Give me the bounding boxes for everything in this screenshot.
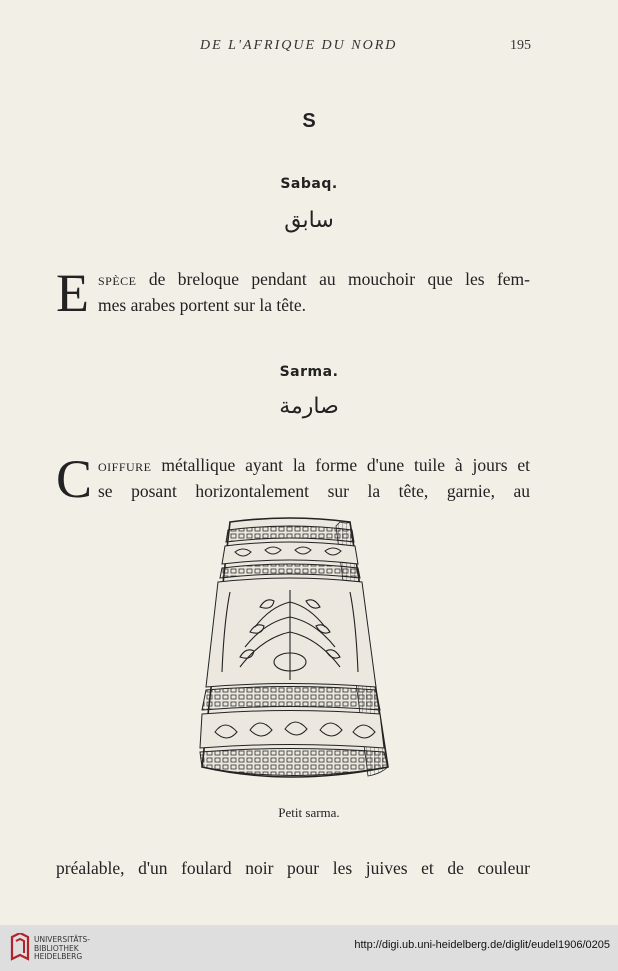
text-run: métallique ayant la forme d'une tuile à jours et <box>151 455 530 475</box>
small-caps-word: spèce <box>98 269 137 289</box>
permalink-url[interactable]: http://digi.ub.uni-heidelberg.de/diglit/eudel1906/0205 <box>354 939 610 951</box>
viewer-footer <box>0 925 618 971</box>
text-line: mes arabes portent sur la tête. <box>98 295 306 315</box>
arabic-term-sarma: صارمة <box>279 394 339 419</box>
small-caps-word: oiffure <box>98 455 152 475</box>
drop-cap: C <box>56 449 93 509</box>
library-logo-icon[interactable] <box>10 933 30 961</box>
drop-cap: E <box>56 263 89 323</box>
text-line <box>98 266 530 292</box>
text-run: de breloque pendant au mouchoir que les fem- <box>136 269 530 289</box>
page-number: 195 <box>510 38 531 53</box>
figure-caption: Petit sarma. <box>278 805 340 820</box>
sarma-illustration <box>190 512 400 797</box>
entry-text-sarma <box>56 449 530 509</box>
arabic-term-sabaq: سابق <box>284 208 334 233</box>
running-head: DE L'AFRIQUE DU NORD <box>200 38 398 53</box>
text-line <box>98 452 530 478</box>
library-name-line: HEIDELBERG <box>34 952 83 961</box>
entry-title-sarma: Sarma. <box>279 364 339 380</box>
library-name-line: BIBLIOTHEK <box>34 943 79 953</box>
text-line: se posant horizontalement sur la tête, garnie, au <box>98 481 530 501</box>
entry-text-sabaq <box>56 263 530 323</box>
continuation-line: préalable, d'un foulard noir pour les juives et de couleur <box>56 858 530 878</box>
section-letter: S <box>302 110 316 132</box>
library-name-line: UNIVERSITÄTS- <box>34 935 90 944</box>
library-name <box>34 936 90 962</box>
entry-title-sabaq: Sabaq. <box>280 176 338 192</box>
